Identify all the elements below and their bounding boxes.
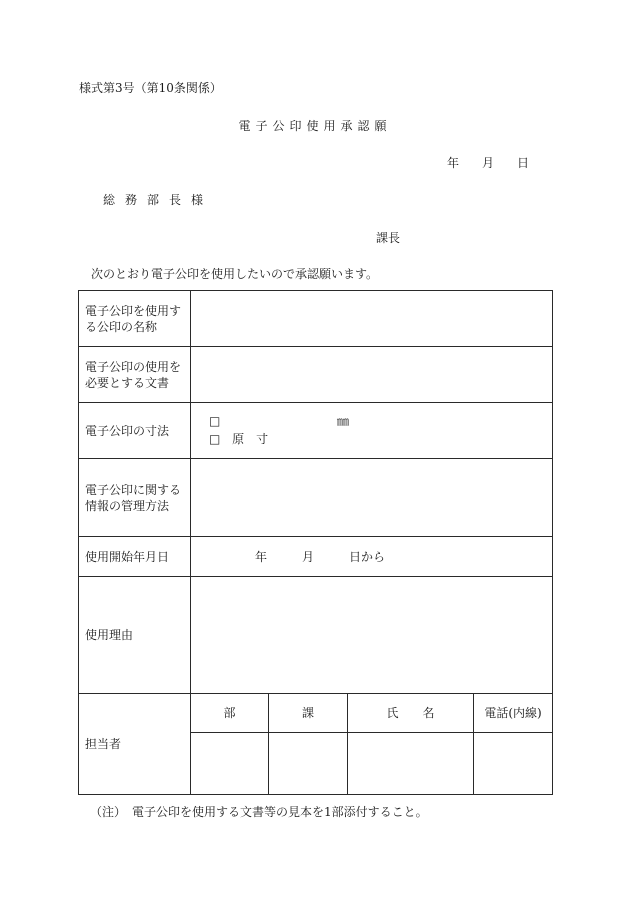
col-name: 氏 名 — [348, 694, 474, 733]
seal-name-label: 電子公印を使用す る公印の名称 — [79, 291, 191, 347]
size-original-label: 原 寸 — [232, 431, 269, 446]
row-seal-name — [79, 291, 553, 347]
col-department: 部 — [191, 694, 269, 733]
addressee: 総務部長様 — [103, 193, 214, 207]
reason-field[interactable] — [191, 577, 553, 694]
row-person-header — [79, 694, 553, 733]
reason-label: 使用理由 — [79, 577, 191, 694]
row-start-date — [79, 537, 553, 577]
col-section: 課 — [269, 694, 348, 733]
seal-size-field — [191, 403, 553, 459]
department-field[interactable] — [191, 733, 269, 795]
section-field[interactable] — [269, 733, 348, 795]
management-field[interactable] — [191, 459, 553, 537]
seal-size-label: 電子公印の寸法 — [79, 403, 191, 459]
date-day: 日 — [517, 156, 530, 170]
row-reason — [79, 577, 553, 694]
size-custom-checkbox[interactable]: □ — [209, 413, 221, 428]
row-document — [79, 347, 553, 403]
start-day-from: 日から — [349, 549, 386, 564]
phone-field[interactable] — [474, 733, 553, 795]
application-form-table — [78, 290, 553, 795]
start-year: 年 — [255, 549, 268, 564]
row-management — [79, 459, 553, 537]
start-date-field[interactable] — [191, 537, 553, 577]
start-month: 月 — [302, 549, 315, 564]
footnote: （注） 電子公印を使用する文書等の見本を1部添付すること。 — [90, 805, 428, 819]
size-unit-mm: ㎜ — [337, 413, 350, 428]
seal-name-field[interactable] — [191, 291, 553, 347]
intro-text: 次のとおり電子公印を使用したいので承認願います。 — [91, 267, 379, 281]
col-phone: 電話(内線) — [474, 694, 553, 733]
date-year: 年 — [447, 156, 460, 170]
management-label: 電子公印に関する 情報の管理方法 — [79, 459, 191, 537]
person-label: 担当者 — [79, 694, 191, 795]
document-field[interactable] — [191, 347, 553, 403]
row-seal-size — [79, 403, 553, 459]
date-month: 月 — [482, 156, 495, 170]
start-date-label: 使用開始年月日 — [79, 537, 191, 577]
form-title: 電子公印使用承認願 — [238, 119, 392, 133]
size-original-checkbox[interactable]: □ — [209, 431, 221, 446]
section-chief: 課長 — [376, 231, 401, 245]
form-number: 様式第3号（第10条関係） — [79, 81, 222, 95]
document-label: 電子公印の使用を 必要とする文書 — [79, 347, 191, 403]
name-field[interactable] — [348, 733, 474, 795]
